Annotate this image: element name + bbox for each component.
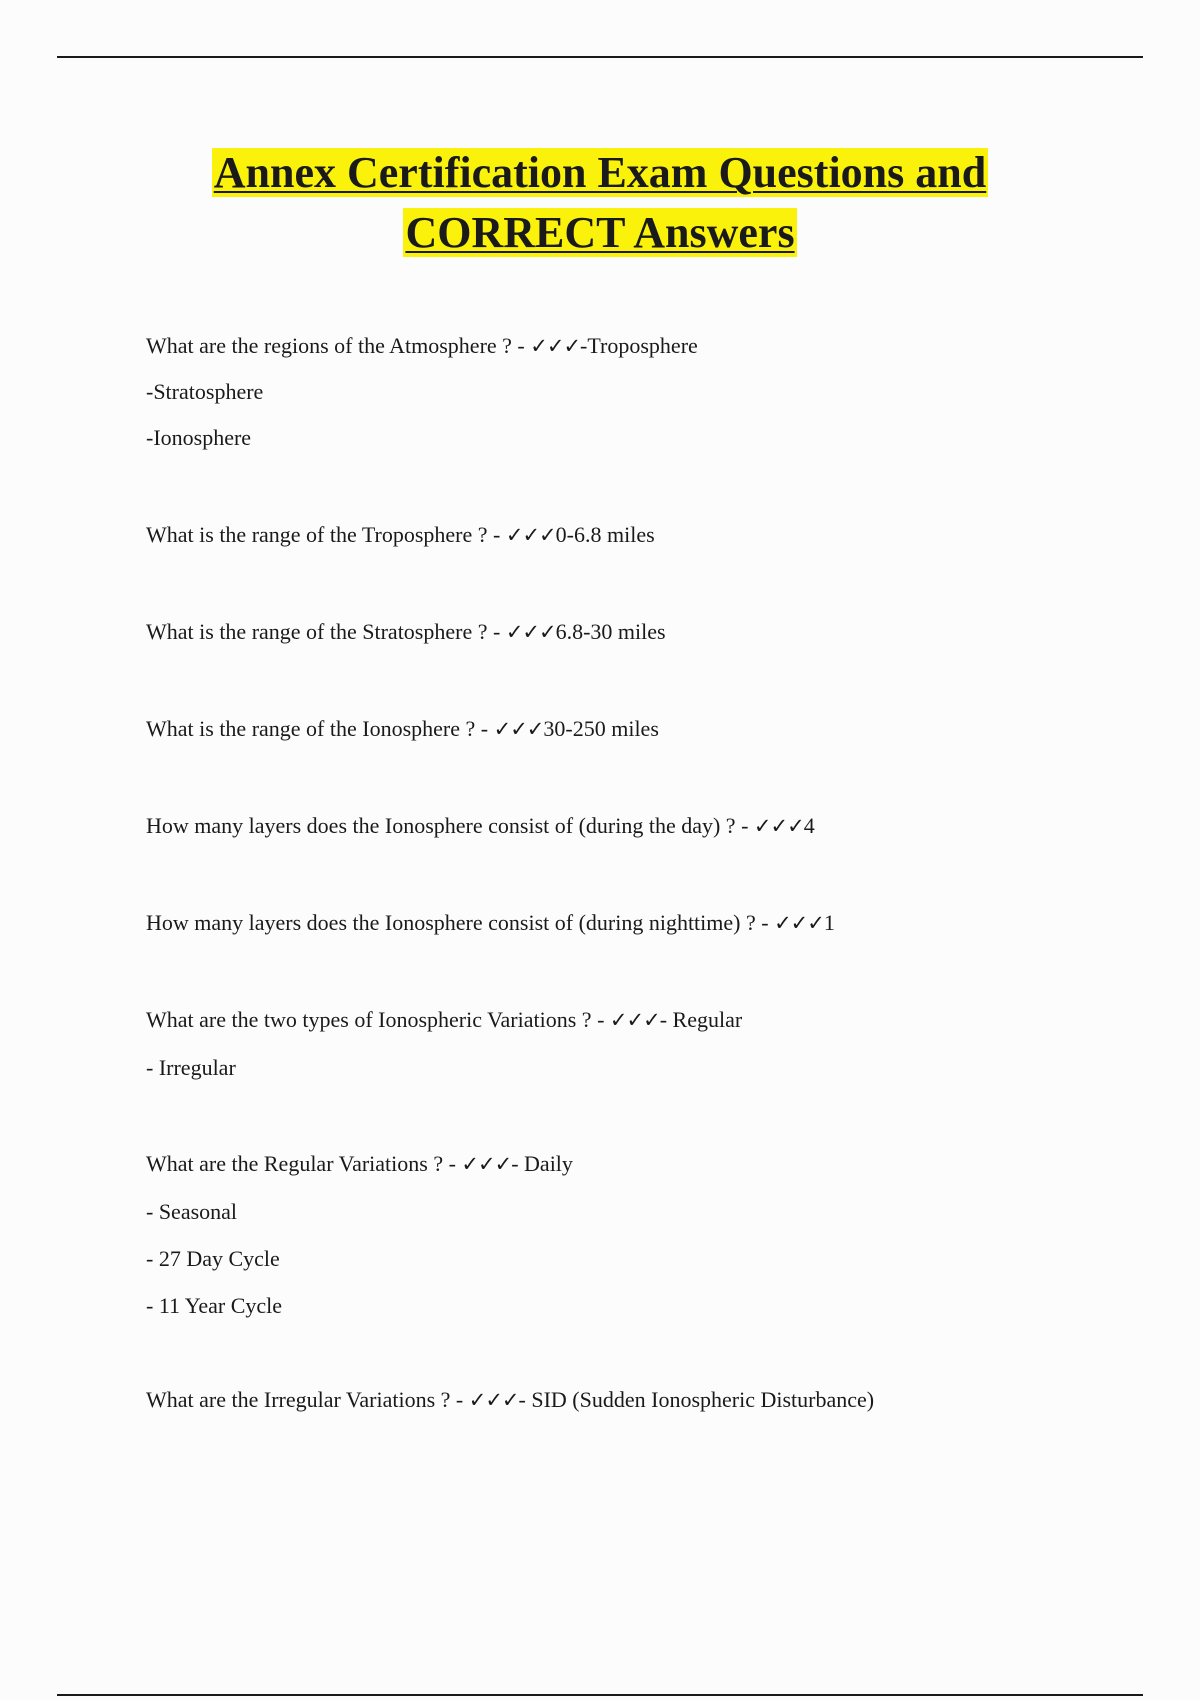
question-text: What is the range of the Stratosphere ? -	[146, 619, 506, 644]
answer-text: -Troposphere	[580, 333, 698, 358]
answer-text: - SID (Sudden Ionospheric Disturbance)	[518, 1387, 875, 1412]
document-title	[0, 143, 1200, 263]
qa-item	[146, 1006, 742, 1034]
answer-line: -Stratosphere	[146, 379, 264, 404]
qa-item	[146, 812, 815, 840]
check-icon: ✓✓✓	[505, 620, 556, 644]
check-icon: ✓✓✓	[609, 1008, 660, 1032]
answer-text: 1	[823, 910, 835, 935]
check-icon: ✓✓✓	[461, 1152, 512, 1176]
question-text: How many layers does the Ionosphere consist of (during the day) ? -	[146, 813, 754, 838]
top-rule	[57, 56, 1143, 58]
qa-item	[146, 715, 659, 743]
title-line-2: CORRECT Answers	[405, 208, 795, 257]
check-icon: ✓✓✓	[468, 1388, 519, 1412]
answer-line: - Seasonal	[146, 1199, 238, 1224]
question-text: What are the Irregular Variations ? -	[146, 1387, 469, 1412]
question-text: What is the range of the Ionosphere ? -	[146, 716, 494, 741]
check-icon: ✓✓✓	[530, 334, 581, 358]
qa-item	[146, 1150, 573, 1178]
answer-text: 6.8-30 miles	[555, 619, 666, 644]
title-line-1: Annex Certification Exam Questions and	[213, 148, 987, 197]
check-icon: ✓✓✓	[753, 814, 804, 838]
answer-text: - Daily	[511, 1151, 573, 1176]
question-text: How many layers does the Ionosphere consist of (during nighttime) ? -	[146, 910, 775, 935]
check-icon: ✓✓✓	[505, 523, 556, 547]
answer-text: 4	[803, 813, 815, 838]
qa-item	[146, 332, 698, 360]
answer-text: 0-6.8 miles	[555, 522, 655, 547]
check-icon: ✓✓✓	[493, 717, 544, 741]
bottom-rule	[57, 1694, 1143, 1696]
answer-line: -Ionosphere	[146, 425, 252, 450]
question-text: What are the two types of Ionospheric Variations ? -	[146, 1007, 610, 1032]
question-text: What are the regions of the Atmosphere ? -	[146, 333, 531, 358]
answer-text: - Regular	[659, 1007, 743, 1032]
qa-item	[146, 1386, 874, 1414]
answer-text: 30-250 miles	[543, 716, 659, 741]
qa-item	[146, 521, 655, 549]
answer-line: - 27 Day Cycle	[146, 1246, 280, 1271]
check-icon: ✓✓✓	[774, 911, 824, 935]
answer-line: - 11 Year Cycle	[146, 1293, 283, 1318]
qa-item	[146, 618, 666, 646]
qa-item	[146, 909, 835, 937]
question-text: What are the Regular Variations ? -	[146, 1151, 462, 1176]
answer-line: - Irregular	[146, 1055, 236, 1080]
question-text: What is the range of the Troposphere ? -	[146, 522, 506, 547]
